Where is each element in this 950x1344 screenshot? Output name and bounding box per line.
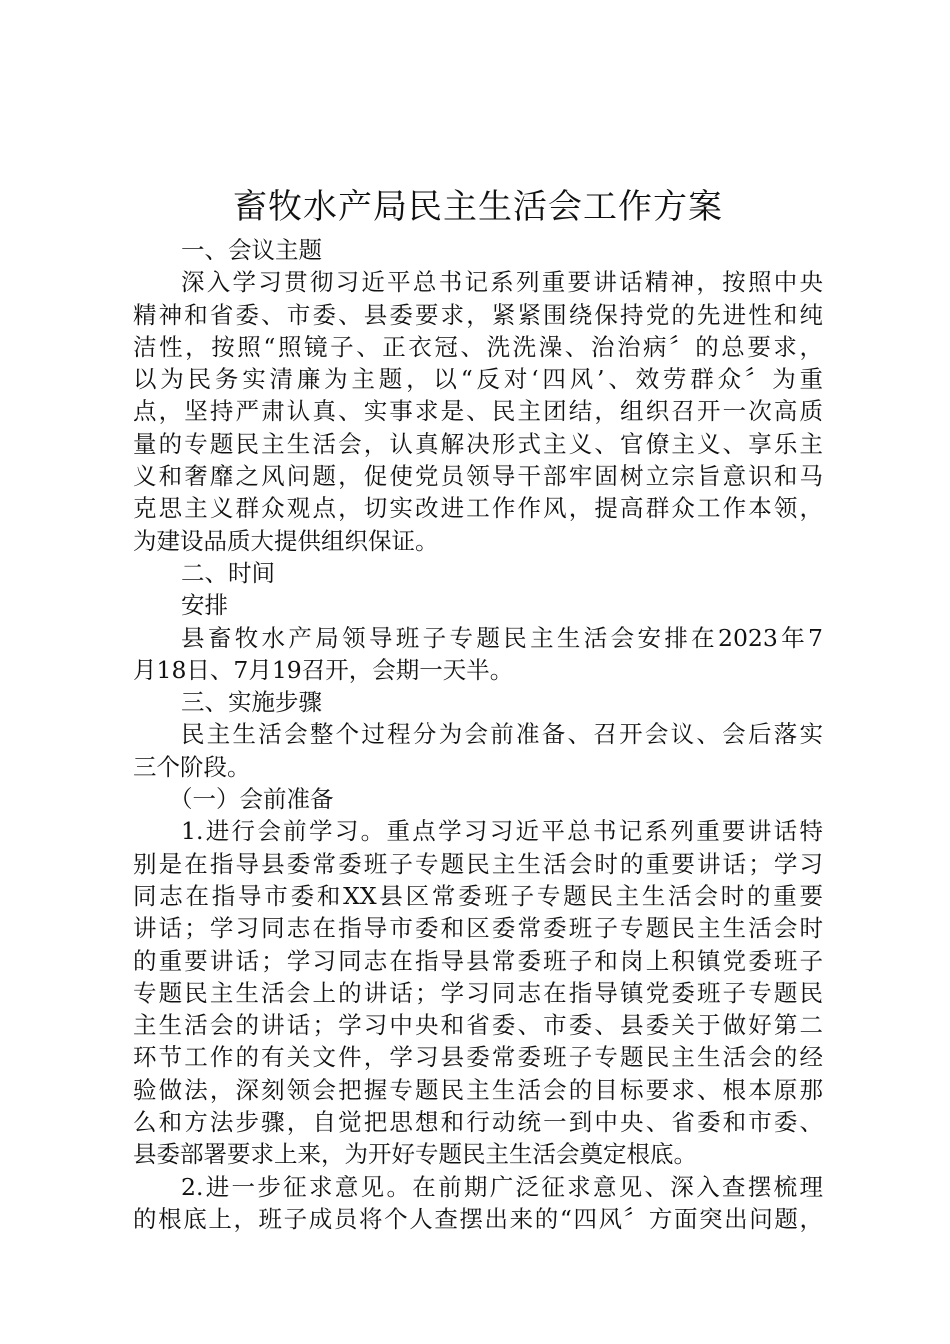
section-heading-time: 二、时间: [181, 558, 275, 587]
document-title: 畜牧水产局民主生活会工作方案: [233, 187, 723, 227]
paragraph-line: 讲话；学习同志在指导市委和区委常委班子专题民主生活会时: [133, 914, 823, 943]
paragraph-line: 的重要讲话；学习同志在指导县常委班子和岗上积镇党委班子: [133, 946, 823, 975]
paragraph-line: 么和方法步骤，自觉把思想和行动统一到中央、省委和市委、: [133, 1108, 823, 1137]
paragraph-line: 为建设品质大提供组织保证。: [133, 526, 439, 555]
paragraph-line: 安排: [181, 591, 228, 620]
paragraph-line: 点，坚持严肃认真、实事求是、民主团结，组织召开一次高质: [133, 397, 823, 426]
paragraph-line: 月18日、7月19召开，会期一天半。: [133, 655, 514, 684]
paragraph-line: 克思主义群众观点，切实改进工作作风，提高群众工作本领，: [133, 494, 823, 523]
paragraph-line: 2.进一步征求意见。在前期广泛征求意见、深入查摆梳理: [181, 1172, 823, 1201]
paragraph-line: 县委部署要求上来，为开好专题民主生活会奠定根底。: [133, 1140, 697, 1169]
document-page: [133, 180, 823, 1235]
paragraph-line: 主生活会的讲话；学习中央和省委、市委、县委关于做好第二: [133, 1011, 823, 1040]
paragraph-line: 量的专题民主生活会，认真解决形式主义、官僚主义、享乐主: [133, 429, 823, 458]
section-heading-topic: 一、会议主题: [181, 236, 322, 264]
paragraph-line: 的根底上，班子成员将个人查摆出来的“四风〞方面突出问题，: [133, 1204, 823, 1233]
paragraph-line: 1.进行会前学习。重点学习习近平总书记系列重要讲话特: [181, 817, 823, 846]
paragraph-line: 三个阶段。: [133, 752, 251, 781]
paragraph-line: 专题民主生活会上的讲话；学习同志在指导镇党委班子专题民: [133, 978, 823, 1007]
paragraph-line: 精神和省委、市委、县委要求，紧紧围绕保持党的先进性和纯: [133, 300, 823, 329]
paragraph-line: 义和奢靡之风问题，促使党员领导干部牢固树立宗旨意识和马: [133, 462, 823, 491]
paragraph-line: 以为民务实清廉为主题，以“反对‘四风’、效劳群众〞为重: [133, 365, 823, 394]
paragraph-line: 深入学习贯彻习近平总书记系列重要讲话精神，按照中央: [181, 268, 823, 297]
paragraph-line: 洁性，按照“照镜子、正衣冠、洗洗澡、治治病〞的总要求，: [133, 332, 823, 361]
section-heading-steps: 三、实施步骤: [181, 688, 322, 717]
subsection-heading-preparation: （一）会前准备: [169, 785, 334, 814]
paragraph-line: 县畜牧水产局领导班子专题民主生活会安排在2023年7: [181, 623, 823, 652]
paragraph-line: 别是在指导县委常委班子专题民主生活会时的重要讲话；学习: [133, 849, 823, 878]
paragraph-line: 验做法，深刻领会把握专题民主生活会的目标要求、根本原那: [133, 1075, 823, 1104]
paragraph-line: 民主生活会整个过程分为会前准备、召开会议、会后落实: [181, 720, 823, 749]
paragraph-line: 环节工作的有关文件，学习县委常委班子专题民主生活会的经: [133, 1043, 823, 1072]
paragraph-line: 同志在指导市委和XX县区常委班子专题民主生活会时的重要: [133, 881, 823, 910]
